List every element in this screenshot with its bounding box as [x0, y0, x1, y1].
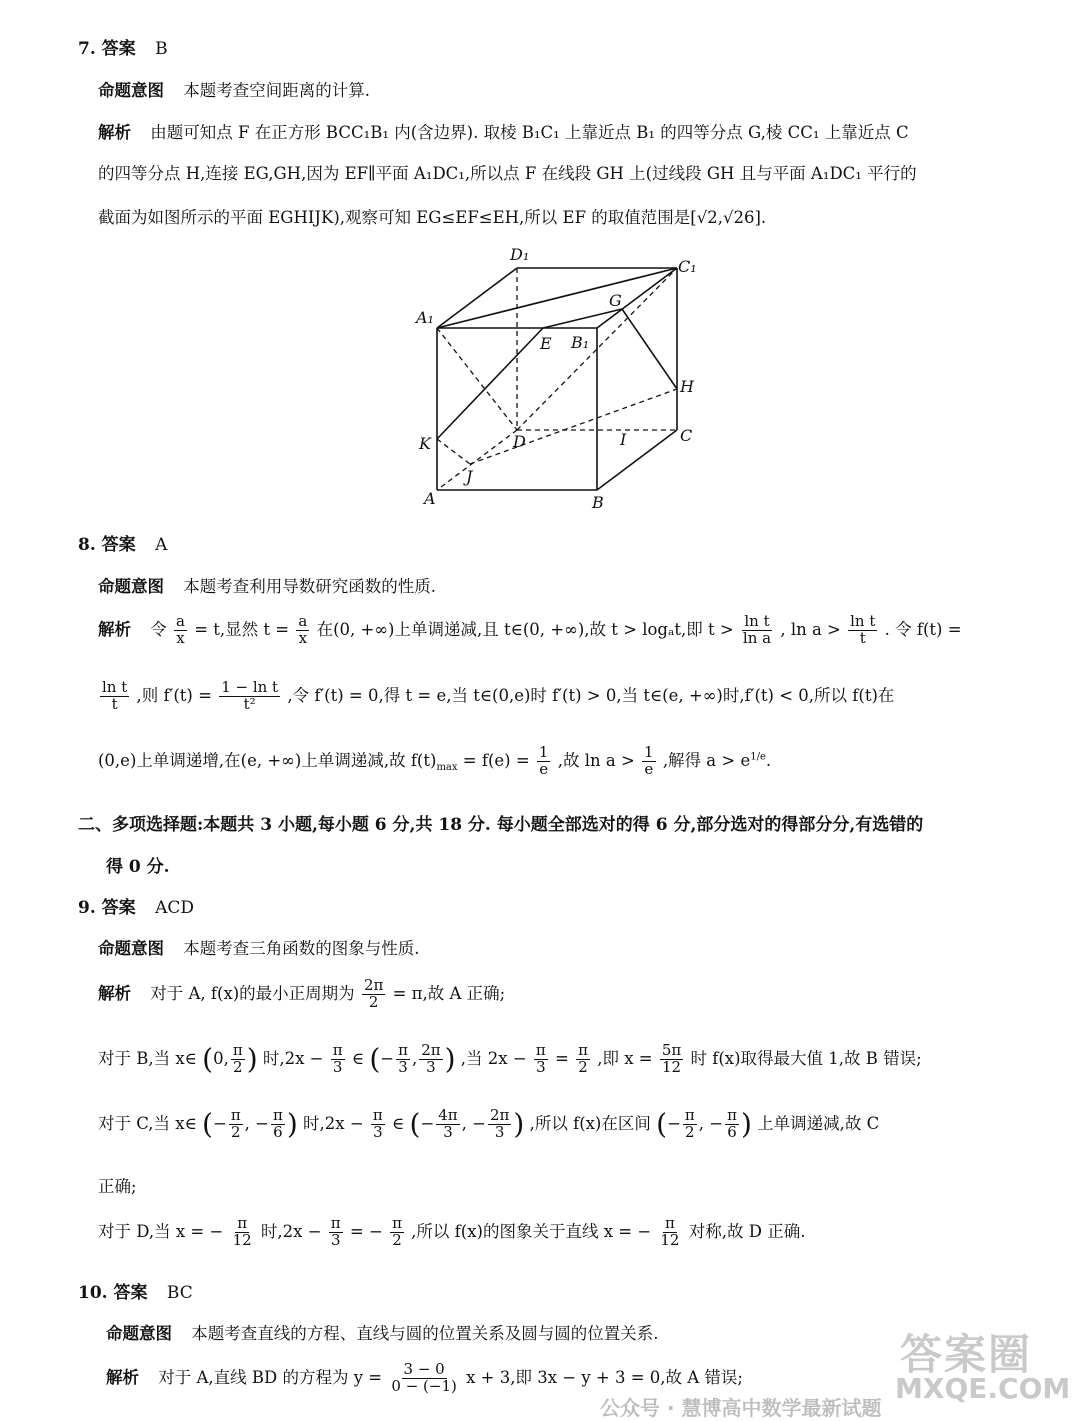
q9-analysis-label: 解析	[98, 983, 131, 1003]
q9-text: 对于 A, f(x)的最小正周期为	[150, 983, 355, 1003]
q7-answer: B	[155, 39, 168, 59]
q8-text: .	[765, 750, 772, 770]
fraction-pi-over-3: $\frac{\pi}{3}$	[398, 1041, 408, 1076]
q10-intent-label: 命题意图	[106, 1324, 172, 1343]
segment-e-k	[437, 328, 543, 439]
watermark-wechat: 公众号 · 慧博高中数学最新试题	[600, 1396, 882, 1420]
q8-analysis-line1	[98, 614, 962, 647]
q8-intent-label: 命题意图	[98, 577, 164, 596]
q9-option-c-cont: 正确;	[98, 1177, 137, 1196]
edge-c-b	[597, 430, 677, 490]
q10-intent-text: 本题考查直线的方程、直线与圆的位置关系及圆与圆的位置关系.	[191, 1324, 659, 1343]
q9-text: ,当 2x −	[460, 1048, 527, 1068]
fraction-a-over-x: $\frac{a}{x}$	[298, 612, 308, 647]
q7-analysis-label: 解析	[98, 123, 131, 142]
q7-intent	[98, 77, 370, 101]
fraction-pi-over-3: $\frac{\pi}{3}$	[330, 1214, 341, 1249]
fraction-a-over-x: $\frac{a}{x}$	[176, 612, 185, 647]
q7-analysis-line3: 截面为如图所示的平面 EGHIJK),观察可知 EG≤EF≤EH,所以 EF 的取值范围是[√2,√26].	[98, 208, 767, 227]
label-e: E	[540, 334, 552, 353]
interval-text: −	[212, 1113, 227, 1133]
q9-text: 对于 C,当 x∈	[98, 1113, 197, 1133]
hidden-edge-d-a	[437, 430, 517, 490]
fraction-2pi-over-2: $\frac{2\pi}{2}$	[363, 976, 384, 1011]
interval-text: −	[380, 1048, 395, 1068]
q9-text: ,所以 f(x)在区间	[529, 1113, 651, 1133]
fraction-pi-over-2: $\frac{\pi}{2}$	[684, 1106, 695, 1141]
fraction-lnt-over-t: $\frac{\text{ln t}}{t}$	[850, 612, 876, 647]
q10-intent	[106, 1320, 659, 1344]
q10-text: x + 3,即 3x − y + 3 = 0,故 A 错误;	[466, 1367, 743, 1387]
label-j: J	[466, 467, 473, 486]
q9-text: ∈	[351, 1048, 365, 1068]
q9-text: 对于 B,当 x∈	[98, 1048, 197, 1068]
fraction-5pi-over-12: $\frac{5\pi}{12}$	[661, 1041, 682, 1076]
fraction-pi-over-6: $\frac{\pi}{6}$	[273, 1106, 283, 1141]
q8-analysis-line3	[98, 745, 771, 778]
fraction-derivative: $\frac{\text{1 − ln t}}{\text{t²}}$	[221, 678, 279, 713]
q8-text: ,令 f′(t) = 0,得 t = e,当 t∈(0,e)时 f′(t) > 0,当 t∈(e, +∞)时,f′(t) < 0,所以 f(t)在	[287, 685, 895, 705]
q9-option-d	[98, 1216, 805, 1249]
interval-text: ,	[411, 1048, 418, 1068]
q8-text: . 令 f(t) =	[884, 619, 962, 639]
q9-text: 时,2x −	[260, 1221, 322, 1241]
q9-answer: ACD	[155, 898, 194, 918]
watermark-stamp: 答案圈	[900, 1330, 1033, 1379]
fraction-2pi-over-3: $\frac{2\pi}{3}$	[490, 1106, 510, 1141]
q9-text: =	[555, 1048, 569, 1068]
q9-text: 时,2x −	[262, 1048, 324, 1068]
interval-text: , −	[698, 1113, 724, 1133]
label-a: A	[424, 489, 436, 508]
fraction-pi-over-2: $\frac{\pi}{2}$	[392, 1214, 402, 1249]
fraction-2pi-over-3: $\frac{2\pi}{3}$	[421, 1041, 441, 1076]
q9-text: = π,故 A 正确;	[392, 983, 506, 1003]
q9-head: 9. 答案	[78, 898, 136, 918]
label-g: G	[609, 291, 622, 310]
q10-answer: BC	[166, 1283, 193, 1303]
q8-head: 8. 答案	[78, 535, 136, 555]
fraction-slope: $\frac{3 - 0}{0 - (-1)}$	[391, 1360, 457, 1395]
q9-text: 时,2x −	[303, 1113, 364, 1133]
fraction-4pi-over-3: $\frac{4\pi}{3}$	[438, 1106, 458, 1141]
q8-intent-text: 本题考查利用导数研究函数的性质.	[183, 577, 436, 596]
hidden-segment-a1-d	[437, 328, 517, 430]
q10-head: 10. 答案	[78, 1283, 148, 1303]
label-i: I	[620, 430, 627, 449]
q8-text: , ln a >	[780, 619, 841, 639]
q8-text: = f(e) =	[462, 750, 530, 770]
fraction-pi-over-6: $\frac{\pi}{6}$	[727, 1106, 737, 1141]
q7-head: 7. 答案	[78, 39, 136, 59]
q8-text: ,则 f′(t) =	[136, 685, 212, 705]
interval-text: 0,	[213, 1048, 229, 1068]
fraction-pi-over-3: $\frac{\pi}{3}$	[332, 1041, 343, 1076]
fraction-pi-over-2: $\frac{\pi}{2}$	[230, 1106, 241, 1141]
q9-text: 时 f(x)取得最大值 1,故 B 错误;	[690, 1048, 922, 1068]
q8-text: 令	[150, 619, 167, 639]
q7-intent-label: 命题意图	[98, 81, 164, 100]
q10-option-a	[106, 1362, 743, 1395]
interval-text: , −	[244, 1113, 269, 1133]
label-b: B	[592, 493, 604, 512]
q8-analysis-label: 解析	[98, 619, 131, 639]
q9-option-c: 对于 C,当 x∈ (− $\frac{\pi}{2}$ , − $\frac{\pi}{6}$ ) 时,2x − $\frac{\pi}{3}$ ∈ (− $\frac{4\pi}{3}$ , − $\frac{2\pi}{3}$ ) ,所以 f(x)在区间 (− $\frac{\pi}{2}$ , − $\frac{\pi}{6}$ ) 上单调递减,故 C	[98, 1106, 880, 1141]
q10-analysis-label: 解析	[106, 1367, 139, 1387]
q7-analysis-line1	[98, 119, 909, 143]
fraction-pi-over-12: $\frac{\pi}{12}$	[232, 1214, 252, 1249]
q8-answer: A	[155, 535, 168, 555]
fraction-pi-over-3: $\frac{\pi}{3}$	[535, 1041, 546, 1076]
fraction-lnt-over-lna: $\frac{\text{ln t}}{\text{ln a}}$	[742, 612, 772, 647]
section2-line2: 得 0 分.	[106, 857, 170, 877]
interval-text: , −	[461, 1113, 486, 1133]
fraction-lnt-over-t: $\frac{\text{ln t}}{t}$	[102, 678, 128, 713]
fraction-pi-over-3: $\frac{\pi}{3}$	[372, 1106, 383, 1141]
fraction-pi-over-2: $\frac{\pi}{2}$	[578, 1041, 588, 1076]
q9-intent-text: 本题考查三角函数的图象与性质.	[183, 939, 420, 958]
q9-text: ,即 x =	[597, 1048, 653, 1068]
q7-line1-text: 由题可知点 F 在正方形 BCC₁B₁ 内(含边界). 取棱 B₁C₁ 上靠近点 B₁ 的四等分点 G,棱 CC₁ 上靠近点 C	[150, 123, 909, 142]
superscript-exponent: 1/e	[750, 751, 766, 763]
label-d1: D₁	[510, 245, 530, 264]
interval-text: −	[420, 1113, 435, 1133]
label-c1: C₁	[678, 257, 697, 276]
label-k: K	[419, 434, 431, 453]
q9-intent	[98, 935, 420, 959]
q9-header	[78, 893, 194, 918]
q8-intent	[98, 573, 436, 597]
q7-intent-text: 本题考查空间距离的计算.	[183, 81, 370, 100]
q9-text: ,所以 f(x)的图象关于直线 x = −	[411, 1221, 652, 1241]
q8-text: ,解得 a > e	[662, 750, 751, 770]
q9-text: = −	[349, 1221, 383, 1241]
q8-text: (0,e)上单调递增,在(e, +∞)上单调递减,故 f(t)	[98, 750, 437, 770]
section2-line1: 二、多项选择题:本题共 3 小题,每小题 6 分,共 18 分. 每小题全部选对的得 6 分,部分选对的得部分分,有选错的	[78, 815, 924, 835]
q8-analysis-line2	[98, 680, 894, 713]
label-c: C	[680, 426, 693, 445]
q9-option-a	[98, 978, 505, 1011]
hidden-segment-k-j	[437, 439, 470, 464]
q8-text: = t,显然 t =	[194, 619, 290, 639]
q9-text: 对于 D,当 x = −	[98, 1221, 224, 1241]
q9-intent-label: 命题意图	[98, 939, 164, 958]
label-h: H	[680, 377, 694, 396]
fraction-pi-over-12: $\frac{\pi}{12}$	[660, 1214, 680, 1249]
q9-text: ∈	[392, 1113, 405, 1133]
q9-text: 上单调递减,故 C	[757, 1113, 880, 1133]
q8-text: ,故 ln a >	[557, 750, 635, 770]
q9-text: 对称,故 D 正确.	[688, 1221, 806, 1241]
q7-analysis-line2: 的四等分点 H,连接 EG,GH,因为 EF∥平面 A₁DC₁,所以点 F 在线段 GH 上(过线段 GH 且与平面 A₁DC₁ 平行的	[98, 164, 917, 183]
edge-a1-d1	[437, 268, 517, 328]
label-b1: B₁	[571, 333, 590, 352]
q10-header	[78, 1278, 193, 1303]
cube-figure	[400, 238, 720, 518]
q8-header	[78, 530, 167, 555]
fraction-one-over-e: $\frac{1}{e}$	[538, 743, 549, 778]
fraction-pi-over-2: $\frac{\pi}{2}$	[232, 1041, 243, 1076]
watermark-site: MXQE.COM	[895, 1372, 1071, 1405]
segment-a1-c1	[437, 268, 677, 328]
label-a1: A₁	[416, 308, 434, 327]
q7-header	[78, 34, 168, 59]
fraction-one-over-e: $\frac{1}{e}$	[644, 743, 654, 778]
subscript-max: max	[436, 762, 458, 774]
segment-g-h	[622, 309, 677, 389]
q10-text: 对于 A,直线 BD 的方程为 y =	[158, 1367, 383, 1387]
label-d: D	[513, 432, 526, 451]
q9-option-b: 对于 B,当 x∈ (0, $\frac{\pi}{2}$ ) 时,2x − $\frac{\pi}{3}$ ∈ (− $\frac{\pi}{3}$ , $\frac{2\pi}{3}$ ) ,当 2x − $\frac{\pi}{3}$ = $\frac{\pi}{2}$ ,即 x = $\frac{5\pi}{12}$ 时 f(x)取得最大值 1,故 B 错误;	[98, 1041, 922, 1076]
interval-text: −	[667, 1113, 681, 1133]
q8-text: 在(0, +∞)上单调递减,且 t∈(0, +∞),故 t > logₐt,即 t >	[316, 619, 734, 639]
